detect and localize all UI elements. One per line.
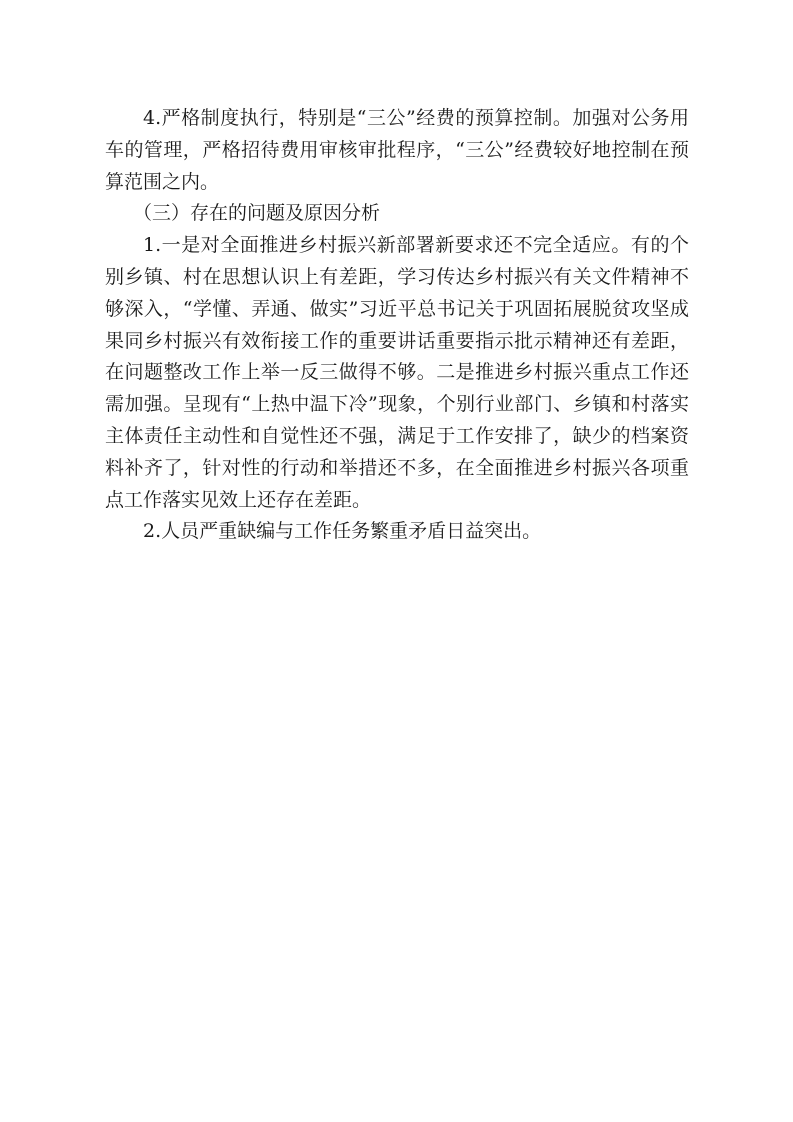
section-heading-problems: （三）存在的问题及原因分析 bbox=[133, 202, 381, 225]
paragraph-rural-revitalization: 1.一是对全面推进乡村振兴新部署新要求还不完全适应。有的个别乡镇、村在思想认识上有差距，学习传达乡村振兴有关文件精神不够深入，“学懂、弄通、做实”习近平总书记关于巩固拓展脱贫攻坚成果同乡村振兴有效衔接工作的重要讲话重要指示批示精神还有差距，在问题整改工作上举一反三做得不够。二是推进乡村振兴重点工作还需加强。呈现有“上热中温下冷”现象，个别行业部门、乡镇和村落实主体责任主动性和自觉性还不强，满足于工作安排了，缺少的档案资料补齐了，针对性的行动和举措还不多，在全面推进乡村振兴各项重点工作落实见效上还存在差距。 bbox=[105, 234, 689, 511]
paragraph-budget-control: 4.严格制度执行，特别是“三公”经费的预算控制。加强对公务用车的管理，严格招待费用审核审批程序，“三公”经费较好地控制在预算范围之内。 bbox=[105, 107, 689, 193]
document-body bbox=[105, 103, 689, 548]
paragraph-staffing-shortage: 2.人员严重缺编与工作任务繁重矛盾日益突出。 bbox=[143, 520, 542, 543]
